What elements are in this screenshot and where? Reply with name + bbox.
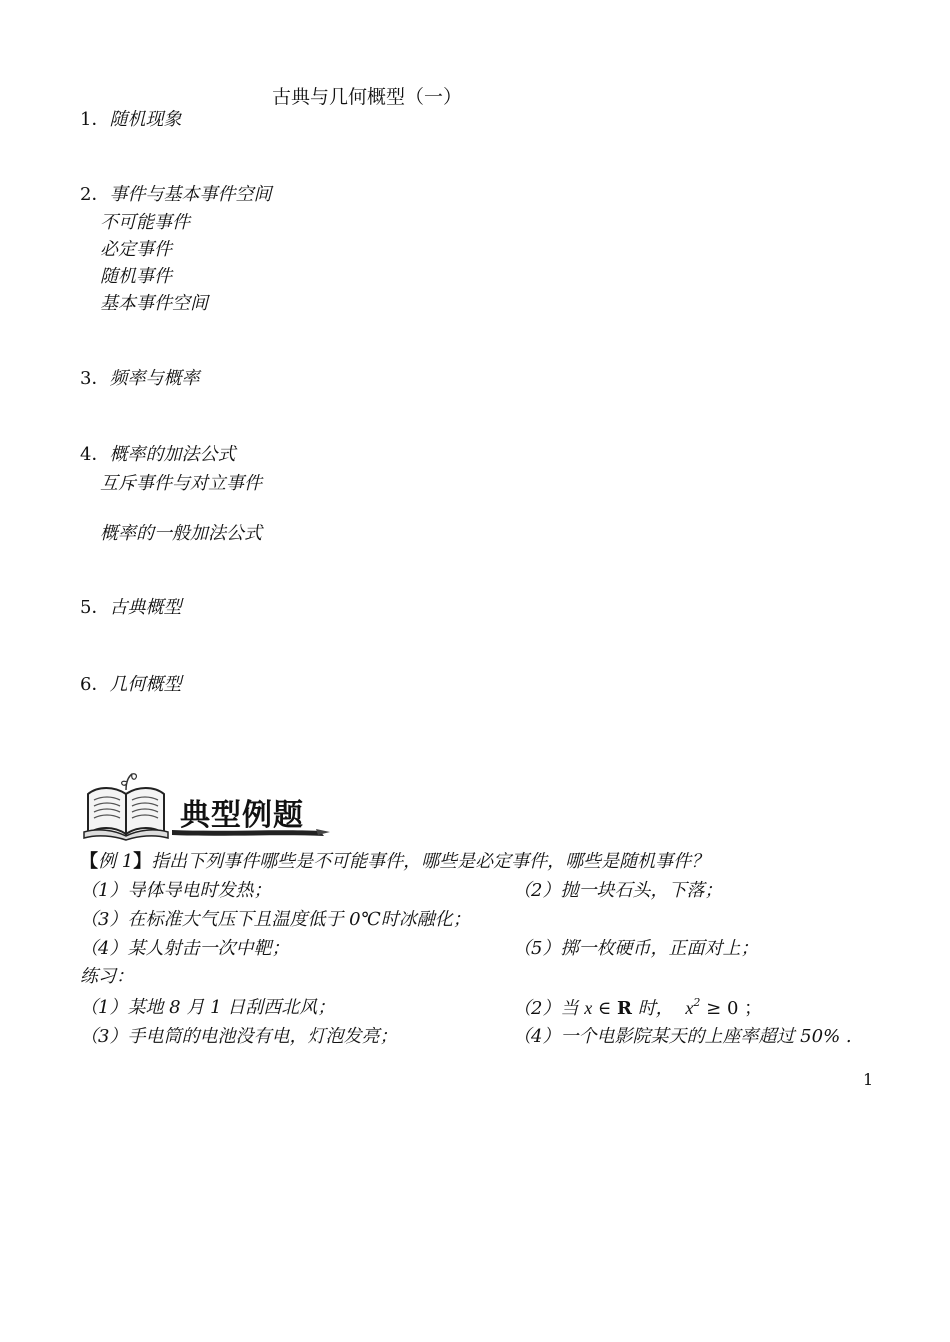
exponent: 2 <box>693 996 701 1009</box>
item-when: 时， <box>637 998 674 1019</box>
example-label: 例 1 <box>98 851 134 872</box>
real-set-symbol: R <box>616 998 632 1019</box>
practice-item-3: （3）手电筒的电池没有电，灯泡发亮； <box>80 1026 398 1047</box>
practice-item-2 <box>513 997 762 1020</box>
outline-sub-item: 概率的一般加法公式 <box>100 523 262 544</box>
example-item-1: （1）导体导电时发热； <box>80 880 272 901</box>
banner-title: 典型例题 <box>180 798 304 833</box>
outline-sub-item: 必定事件 <box>100 239 172 260</box>
outline-label: 事件与基本事件空间 <box>109 184 272 205</box>
outline-sub-item: 不可能事件 <box>100 212 190 233</box>
practice-item-1: （1）某地 8 月 1 日刮西北风； <box>80 997 336 1018</box>
example-item-3: （3）在标准大气压下且温度低于 0℃时冰融化； <box>80 909 471 930</box>
example-1-heading <box>80 851 709 873</box>
outline-item-2 <box>80 184 271 206</box>
practice-label: 练习： <box>80 966 134 987</box>
outline-label: 几何概型 <box>109 674 182 695</box>
outline-num: 4． <box>80 444 110 465</box>
example-item-5: （5）掷一枚硬币，正面对上； <box>513 938 759 959</box>
outline-item-6 <box>80 674 181 696</box>
example-question: 指出下列事件哪些是不可能事件，哪些是必定事件，哪些是随机事件？ <box>151 851 710 872</box>
math-variable-x: x <box>685 998 694 1018</box>
item-prefix: （2）当 <box>513 998 579 1019</box>
outline-item-4 <box>80 444 235 466</box>
page-number: 1 <box>863 1070 874 1089</box>
bracket-open: 【 <box>80 851 98 872</box>
example-item-2: （2）抛一块石头，下落； <box>513 880 723 901</box>
outline-label: 随机现象 <box>109 109 182 130</box>
outline-sub-item: 互斥事件与对立事件 <box>100 473 262 494</box>
outline-label: 概率的加法公式 <box>109 444 236 465</box>
outline-label: 频率与概率 <box>109 368 200 389</box>
outline-num: 2． <box>80 184 110 205</box>
outline-num: 1． <box>80 109 110 130</box>
outline-item-3 <box>80 368 199 390</box>
outline-num: 6． <box>80 674 110 695</box>
outline-item-1 <box>80 109 181 131</box>
outline-sub-item: 随机事件 <box>100 266 172 287</box>
example-item-4: （4）某人射击一次中靶； <box>80 938 290 959</box>
outline-item-5 <box>80 597 181 619</box>
page-title: 古典与几何概型（一） <box>272 86 463 108</box>
element-of-symbol: ∈ <box>597 998 612 1019</box>
section-banner <box>80 772 342 842</box>
inequality: ≥ 0 ； <box>706 998 763 1019</box>
outline-num: 3． <box>80 368 110 389</box>
outline-label: 古典概型 <box>109 597 182 618</box>
bracket-close: 】 <box>133 851 152 872</box>
outline-num: 5． <box>80 597 110 618</box>
math-variable-x: x <box>584 998 593 1018</box>
practice-item-4: （4）一个电影院某天的上座率超过 50% . <box>513 1026 852 1047</box>
outline-sub-item: 基本事件空间 <box>100 293 208 314</box>
